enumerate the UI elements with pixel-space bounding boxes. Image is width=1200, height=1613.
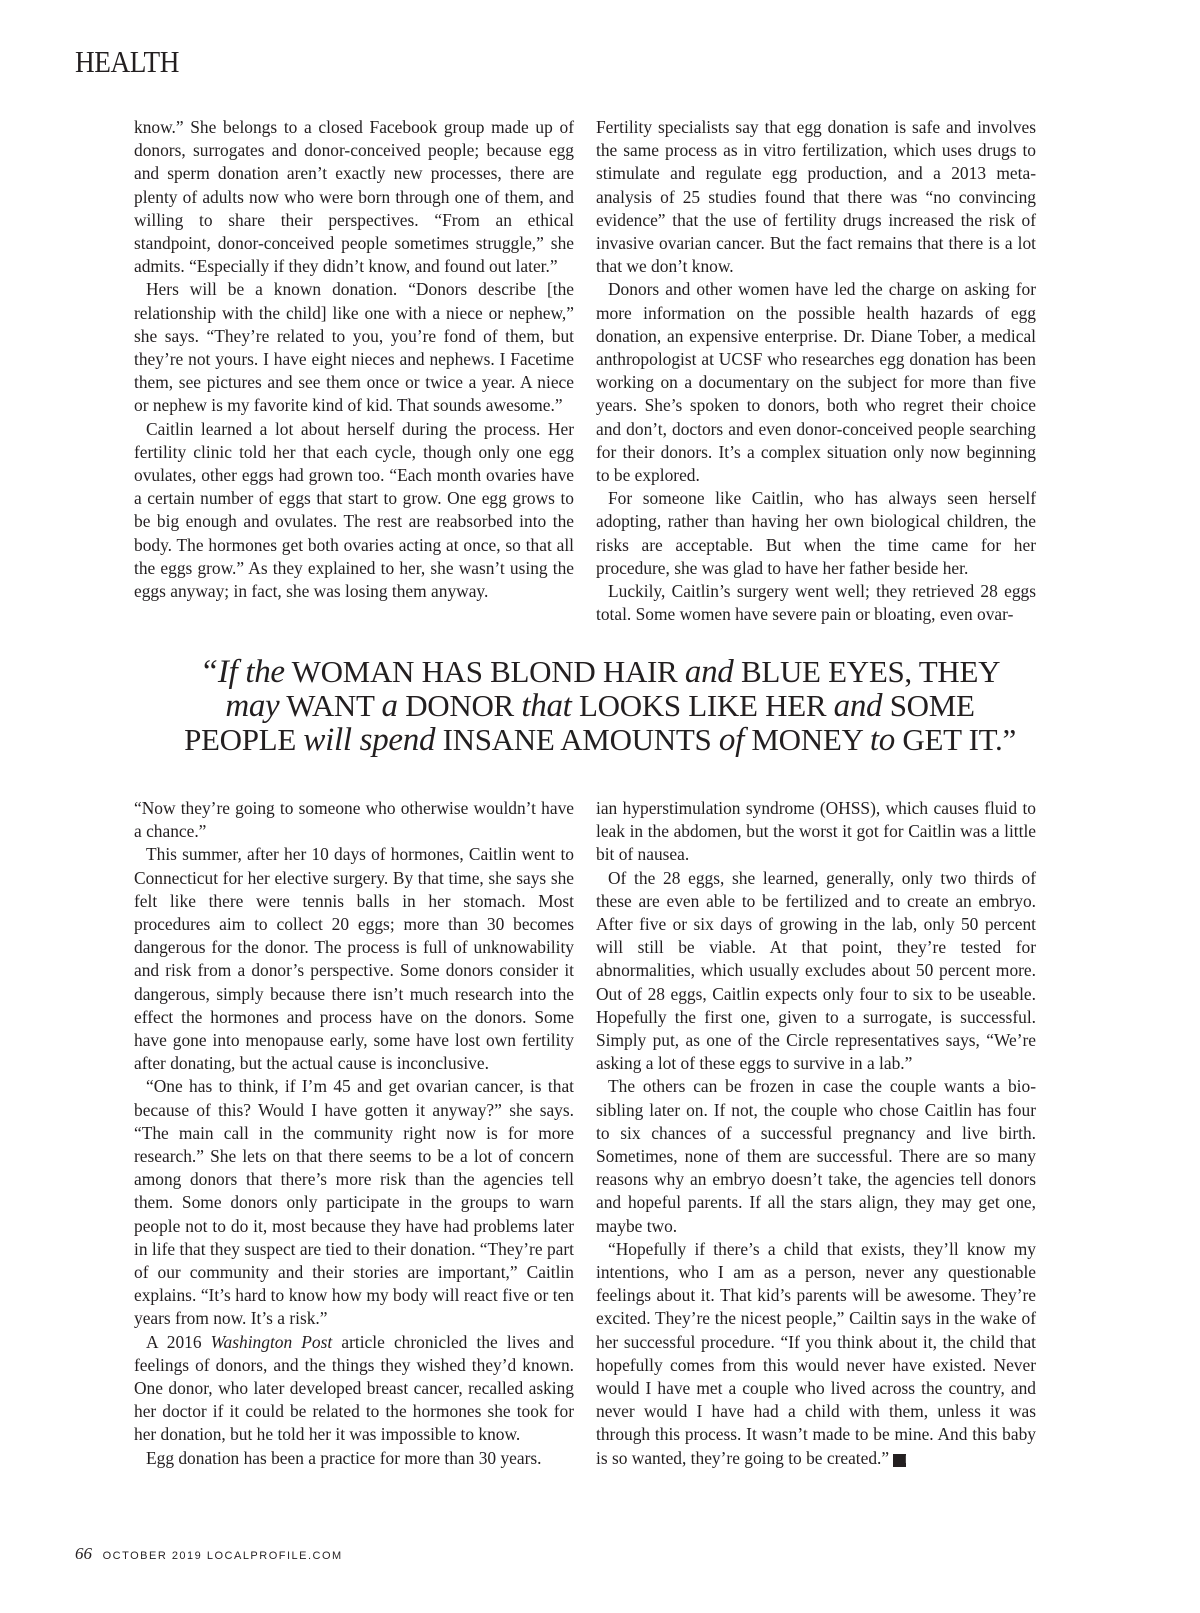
pq-fragment: and	[684, 654, 734, 690]
pq-fragment: INSANE AMOUNTS	[435, 722, 719, 757]
paragraph: Egg donation has been a practice for more than 30 years.	[146, 1447, 542, 1468]
paragraph: Hers will be a known donation. “Donors describe [the relationship with the child] like one with a niece or nephew,” she says. “They’re related to you, you’re fond of them, but they’re not yours. I have eight nieces and nephews. I Facetime them, see pictures and see them once or twice a year. A niece or nephew is my favorite kind of kid. That sounds awesome.”	[134, 279, 574, 416]
issue-date: OCTOBER 2019	[102, 1550, 203, 1562]
paragraph: For someone like Caitlin, who has always seen herself adopting, rather than having her own biological children, the risks are acceptable. But when the time came for her procedure, she was glad to have her father beside her.	[596, 488, 1036, 578]
pq-fragment: DONOR	[397, 688, 522, 723]
pq-fragment: GET IT.”	[894, 722, 1016, 757]
page-footer	[75, 1544, 343, 1564]
article-column-4	[596, 797, 1036, 1470]
paragraph: ian hyperstimulation syndrome (OHSS), which causes fluid to leak in the abdomen, but the worst it got for Caitlin was a little bit of nausea.	[596, 798, 1036, 865]
publication-name: Washington Post	[210, 1331, 333, 1352]
pq-fragment: that	[521, 688, 572, 724]
text-run: A 2016	[146, 1331, 211, 1352]
end-mark-icon: L	[893, 1454, 906, 1467]
page-number: 66	[75, 1544, 92, 1563]
pull-quote-line-2	[120, 689, 1080, 723]
pq-fragment: of	[718, 722, 744, 758]
pq-fragment: WANT	[279, 688, 382, 723]
paragraph: Donors and other women have led the charge on asking for more information on the possible health hazards of egg donation, an expensive enterprise. Dr. Diane Tober, a medical anthropologist at UCSF who researches egg donation has been working on a documentary on the subject for more than five years. She’s spoken to donors, both who regret their choice and don’t, doctors and even donor-conceived people searching for their donors. It’s a complex situation only now beginning to be explored.	[596, 279, 1036, 486]
paragraph	[134, 1331, 574, 1447]
article-column-3	[134, 797, 574, 1470]
text-run: “Hopefully if there’s a child that exists, they’ll know my intentions, who I am as a person, never any questionable feelings about it. That kid’s parents will be awesome. They’re excited. They’re the nicest people,” Cailtin says in the wake of her successful procedure. “If you think about it, the child that hopefully comes from this would never have existed. Never would I have met a couple who lived across the country, and never would I have had a child with them, unless it was through this process. It wasn’t made to be mine. And this baby is so wanted, they’re going to be created.”	[596, 1238, 1036, 1468]
pq-fragment: may	[225, 688, 280, 724]
pull-quote-line-3	[120, 723, 1080, 757]
pq-fragment: and	[833, 688, 883, 724]
paragraph: “One has to think, if I’m 45 and get ovarian cancer, is that because of this? Would I have gotten it anyway?” she says. “The main call in the community right now is for more research.” She lets on that there seems to be a lot of concern among donors that there’s more risk than the agencies tell them. Some donors only participate in the groups to warn people not to do it, most because they have had problems later in life that they suspect are tied to their donation. “They’re part of our community and their stories are important,” Caitlin explains. “It’s hard to know how my body will react five or ten years from now. It’s a risk.”	[134, 1076, 574, 1329]
pq-fragment: SOME	[882, 688, 975, 723]
paragraph: know.” She belongs to a closed Facebook group made up of donors, surrogates and donor-conceived people; because egg and sperm donation aren’t exactly new processes, there are plenty of adults now who were born through one of them, and willing to share their perspectives. “From an ethical standpoint, donor-conceived people sometimes struggle,” she admits. “Especially if they didn’t know, and found out later.”	[134, 117, 574, 277]
article-column-1	[134, 116, 574, 603]
text-run: article chronicled the lives and feelings of donors, and the things they wished they’d known. One donor, who later developed breast cancer, recalled asking her doctor if it could be related to the hormones she took for her donation, but he told her it was impossible to know.	[134, 1331, 574, 1445]
site-name: LOCALPROFILE.COM	[206, 1550, 343, 1562]
paragraph	[596, 1238, 1036, 1470]
pq-fragment: will spend	[303, 722, 436, 758]
pq-fragment: MONEY	[743, 722, 870, 757]
paragraph: Of the 28 eggs, she learned, generally, only two thirds of these are even able to be fertilized and to create an embryo. After five or six days of growing in the lab, only 50 percent will still be viable. At that point, they’re tested for abnormalities, which usually excludes about 50 percent more. Out of 28 eggs, Caitlin expects only four to six to be useable. Hopefully the first one, given to a surrogate, is successful. Simply put, as one of the Circle representatives says, “We’re asking a lot of these eggs to survive in a lab.”	[596, 867, 1036, 1074]
paragraph: Caitlin learned a lot about herself during the process. Her fertility clinic told her that each cycle, though only one egg ovulates, other eggs had grown too. “Each month ovaries have a certain number of eggs that start to grow. One egg grows to be big enough and ovulates. The rest are reabsorbed into the body. The hormones get both ovaries acting at once, so that all the eggs grow.” As they explained to her, she wasn’t using the eggs anyway; in fact, she was losing them anyway.	[134, 418, 574, 602]
paragraph: Luckily, Caitlin’s surgery went well; they retrieved 28 eggs total. Some women have severe pain or bloating, even ovar-	[596, 581, 1036, 625]
pq-fragment: LOOKS LIKE HER	[571, 688, 834, 723]
pq-fragment: BLUE EYES, THEY	[733, 654, 1001, 689]
pull-quote-line-1	[120, 655, 1080, 689]
pq-fragment: WOMAN HAS BLOND HAIR	[284, 654, 685, 689]
pull-quote	[120, 655, 1080, 757]
paragraph: “Now they’re going to someone who otherwise wouldn’t have a chance.”	[134, 798, 574, 842]
paragraph: This summer, after her 10 days of hormones, Caitlin went to Connecticut for her elective surgery. By that time, she says she felt like there were tennis balls in her stomach. Most procedures aim to collect 20 eggs; more than 30 becomes dangerous for the donor. The process is full of unknowability and risk from a donor’s perspective. Some donors consider it dangerous, simply because there isn’t much research into the effect the hormones and process have on the donors. Some have gone into menopause early, some have lost own fertility after donating, but the actual cause is inconclusive.	[134, 844, 574, 1074]
paragraph: The others can be frozen in case the couple wants a bio-sibling later on. If not, the couple who chose Caitlin has four to six chances of a successful pregnancy and live birth. Sometimes, none of them are successful. There are so many reasons why an embryo doesn’t take, the agencies tell donors and hopeful parents. If all the stars align, they may get one, maybe two.	[596, 1076, 1036, 1236]
pq-fragment: a	[381, 688, 398, 724]
article-column-2	[596, 116, 1036, 626]
pq-fragment: “If the	[199, 654, 285, 690]
paragraph: Fertility specialists say that egg donation is safe and involves the same process as in vitro fertilization, which uses drugs to stimulate and regulate egg production, and a 2013 meta-analysis of 25 studies found that there was “no convincing evidence” that the use of fertility drugs increased the risk of invasive ovarian cancer. But the fact remains that there is a lot that we don’t know.	[596, 117, 1036, 277]
pq-fragment: to	[869, 722, 895, 758]
pq-fragment: PEOPLE	[184, 722, 304, 757]
section-label: HEALTH	[75, 44, 179, 79]
